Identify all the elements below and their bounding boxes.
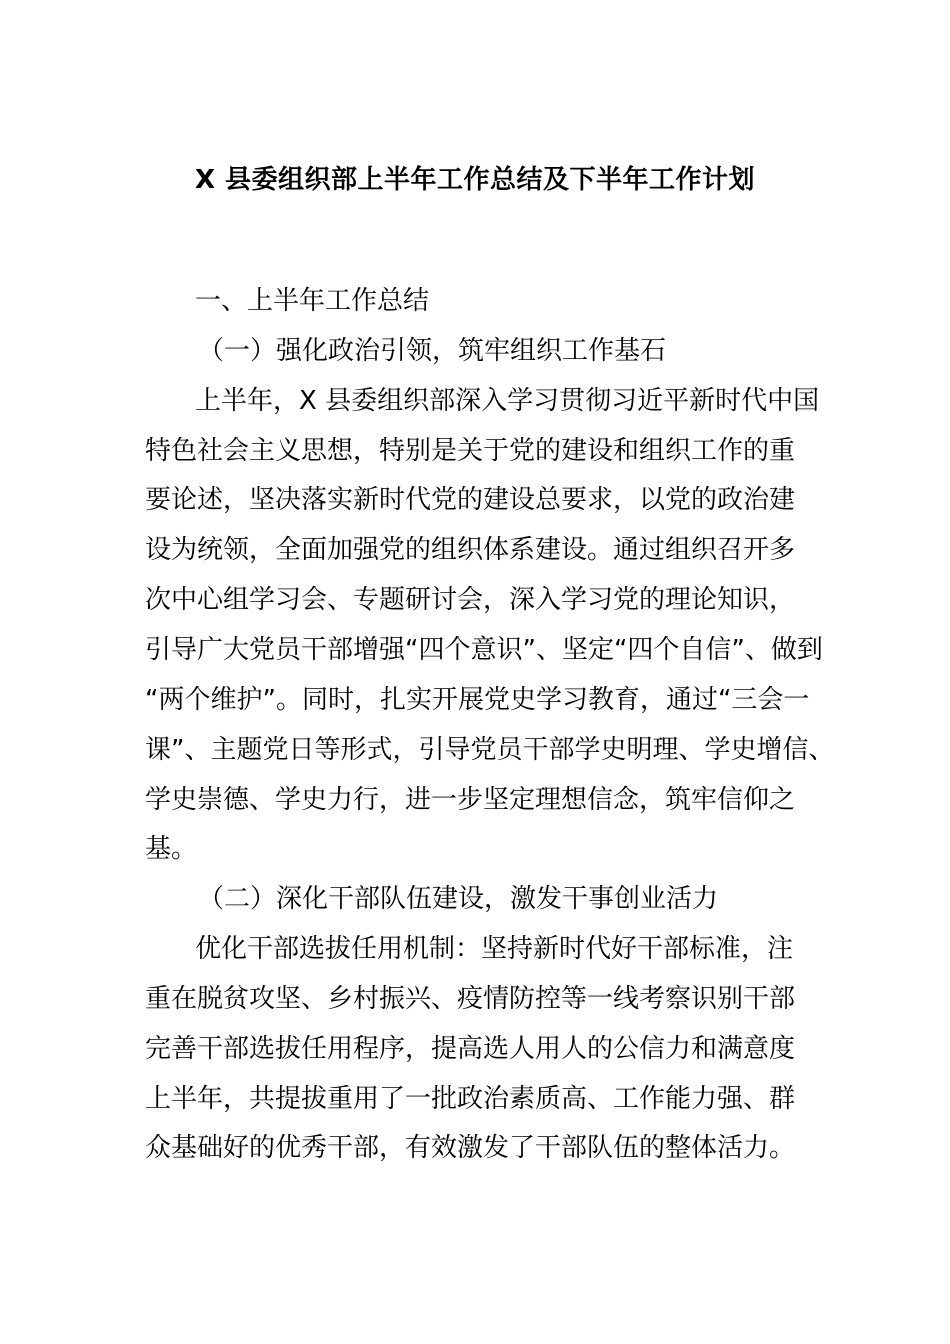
subsection-heading: （二）深化干部队伍建设，激发干事创业活力 <box>198 884 719 914</box>
paragraph-line: 特色社会主义思想，特别是关于党的建设和组织工作的重 <box>145 436 796 466</box>
paragraph-line: 重在脱贫攻坚、乡村振兴、疫情防控等一线考察识别干部 <box>145 984 796 1014</box>
section-heading: 一、上半年工作总结 <box>195 286 430 316</box>
paragraph-line: 课”、主题党日等形式，引导党员干部学史明理、学史增信、 <box>145 735 835 765</box>
paragraph-line: 上半年，共提拔重用了一批政治素质高、工作能力强、群 <box>145 1084 796 1114</box>
paragraph-line: 优化干部选拔任用机制：坚持新时代好干部标准，注 <box>195 934 794 964</box>
paragraph-line: 学史崇德、学史力行，进一步坚定理想信念，筑牢信仰之 <box>145 785 796 815</box>
paragraph-line: 引导广大党员干部增强“四个意识”、坚定“四个自信”、做到 <box>145 635 823 665</box>
paragraph-line: 上半年，X 县委组织部深入学习贯彻习近平新时代中国 <box>195 386 820 416</box>
paragraph-line: 完善干部选拔任用程序，提高选人用人的公信力和满意度 <box>145 1034 796 1064</box>
paragraph-line: 要论述，坚决落实新时代党的建设总要求，以党的政治建 <box>145 485 796 515</box>
document-title: X 县委组织部上半年工作总结及下半年工作计划 <box>194 165 756 195</box>
paragraph-line: 基。 <box>145 834 198 864</box>
paragraph-line: 众基础好的优秀干部，有效激发了干部队伍的整体活力。 <box>145 1133 796 1163</box>
paragraph-line: 设为统领，全面加强党的组织体系建设。通过组织召开多 <box>145 535 796 565</box>
paragraph-line: 次中心组学习会、专题研讨会，深入学习党的理论知识， <box>145 585 796 615</box>
paragraph-line: “两个维护”。同时，扎实开展党史学习教育，通过“三会一 <box>145 685 810 715</box>
subsection-heading: （一）强化政治引领，筑牢组织工作基石 <box>198 336 667 366</box>
